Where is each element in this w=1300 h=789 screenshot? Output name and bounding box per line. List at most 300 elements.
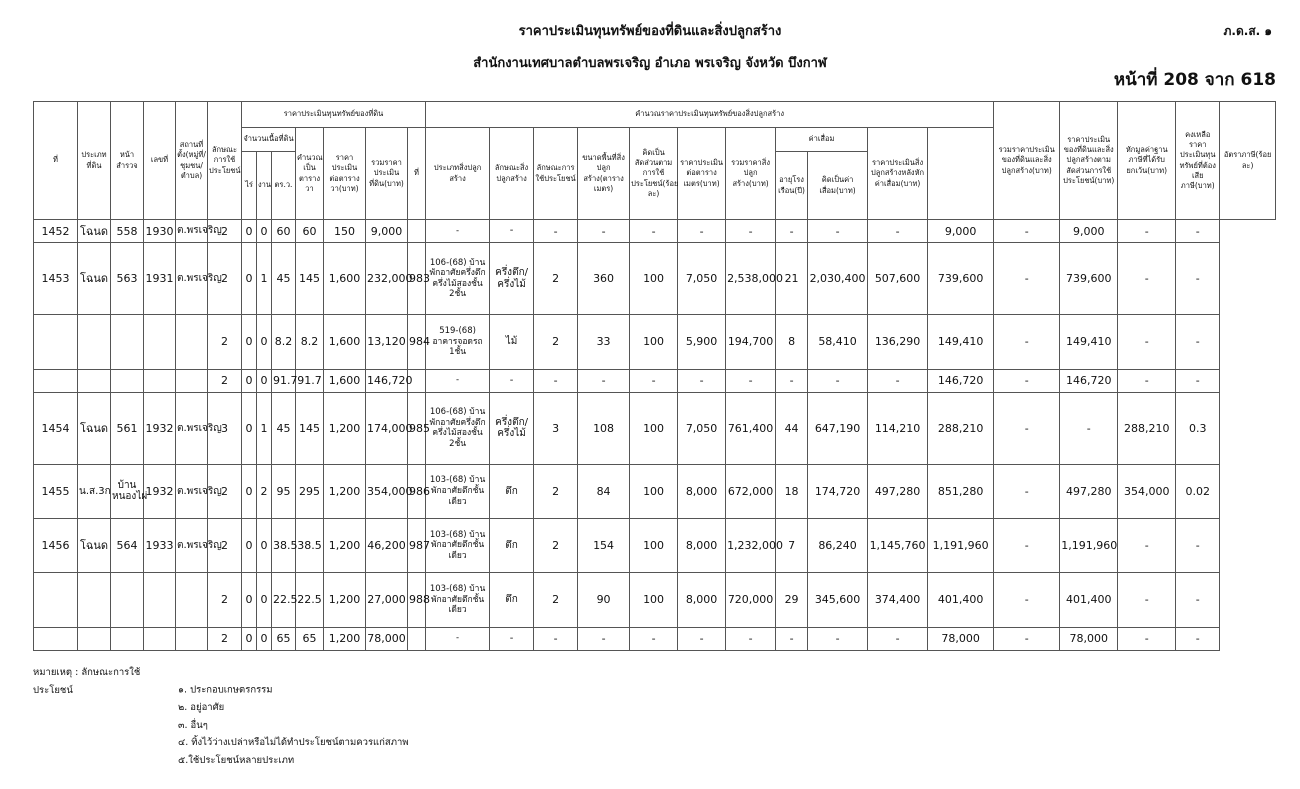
cell-location: ต.พรเจริญ: [176, 243, 208, 315]
cell-sq-wa-total: 8.2: [296, 315, 324, 369]
col-age: อายุโรงเรือน(ปี): [776, 152, 808, 220]
cell-usage-type: 2: [208, 464, 242, 518]
cell-building-type: 103-(68) บ้านพักอาศัยตึกชั้นเดียว: [426, 464, 490, 518]
cell-building-size: -: [578, 220, 630, 243]
cell-building-no: 988: [408, 573, 426, 627]
page-number: หน้าที่ 208 จาก 618: [1113, 70, 1276, 90]
cell-dep-amount: -: [808, 627, 868, 650]
cell-building-usage: -: [534, 627, 578, 650]
cell-building-type: -: [426, 627, 490, 650]
cell-location: [176, 573, 208, 627]
cell-dep-amount: 2,030,400: [808, 243, 868, 315]
cell-age: 29: [776, 573, 808, 627]
cell-taxable: -: [1118, 519, 1176, 573]
cell-proportional: -: [994, 243, 1060, 315]
cell-rai: 0: [242, 315, 257, 369]
col-building-size: ขนาดพื้นที่สิ่งปลูกสร้าง(ตารางเมตร): [578, 128, 630, 220]
cell-building-char: -: [490, 220, 534, 243]
cell-number: [144, 627, 176, 650]
cell-building-type: 106-(68) บ้านพักอาศัยครึ่งตึกครึ่งไม้สองชั้น 2ชั้น: [426, 243, 490, 315]
cell-usage-pct: 100: [630, 315, 678, 369]
cell-building-usage: 2: [534, 315, 578, 369]
cell-survey-page: [111, 369, 144, 392]
col-deduction: หักมูลค่าฐานภาษีที่ได้รับยกเว้น(บาท): [1118, 102, 1176, 220]
cell-usage-pct: 100: [630, 573, 678, 627]
table-row: [34, 464, 1276, 518]
cell-building-no: [408, 627, 426, 650]
col-ngan: งาน: [257, 152, 272, 220]
cell-tax-rate: 0.02: [1176, 464, 1220, 518]
cell-building-total: 761,400: [726, 392, 776, 464]
cell-no: 1454: [34, 392, 78, 464]
cell-price-per-m2: 5,900: [678, 315, 726, 369]
cell-taxable: 288,210: [1118, 392, 1176, 464]
cell-rai: 0: [242, 464, 257, 518]
col-price-per-wa: ราคาประเมินต่อตารางวา(บาท): [324, 128, 366, 220]
col-grand-total: รวมราคาประเมินของที่ดินและสิ่งปลูกสร้าง(บาท): [994, 102, 1060, 220]
cell-age: 8: [776, 315, 808, 369]
cell-tax-rate: -: [1176, 243, 1220, 315]
cell-building-after-dep: -: [868, 627, 928, 650]
note-item: ๒. อยู่อาศัย: [178, 702, 225, 713]
cell-dep-amount: 345,600: [808, 573, 868, 627]
col-dep-amount: คิดเป็นค่าเสื่อม(บาท): [808, 152, 868, 220]
cell-deduction: 739,600: [1060, 243, 1118, 315]
table-row: [34, 573, 1276, 627]
cell-land-total: 174,000: [366, 392, 408, 464]
cell-building-total: 1,232,000: [726, 519, 776, 573]
cell-taxable: -: [1118, 243, 1176, 315]
cell-no: [34, 627, 78, 650]
cell-tax-rate: -: [1176, 220, 1220, 243]
cell-price-per-wa: 1,600: [324, 369, 366, 392]
col-building-group: คำนวณราคาประเมินทุนทรัพย์ของสิ่งปลูกสร้าง: [426, 102, 994, 128]
cell-dep-amount: -: [808, 220, 868, 243]
cell-usage-pct: -: [630, 220, 678, 243]
cell-usage-pct: 100: [630, 243, 678, 315]
col-sq-wa-total: คำนวณเป็นตารางวา: [296, 128, 324, 220]
cell-price-per-m2: -: [678, 627, 726, 650]
cell-ngan: 0: [257, 315, 272, 369]
cell-deduction: 9,000: [1060, 220, 1118, 243]
cell-number: 1931: [144, 243, 176, 315]
cell-price-per-m2: -: [678, 220, 726, 243]
cell-wa: 95: [272, 464, 296, 518]
cell-tax-rate: -: [1176, 627, 1220, 650]
cell-number: [144, 369, 176, 392]
notes-first-line: [33, 664, 409, 699]
col-location: สถานที่ตั้ง(หมู่ที่/ชุมชน/ตำบล): [176, 102, 208, 220]
cell-building-no: 984: [408, 315, 426, 369]
cell-grand-total: 146,720: [928, 369, 994, 392]
cell-wa: 22.5: [272, 573, 296, 627]
cell-proportional: -: [994, 573, 1060, 627]
cell-building-size: 108: [578, 392, 630, 464]
cell-land-total: 27,000: [366, 573, 408, 627]
cell-rai: 0: [242, 243, 257, 315]
cell-sq-wa-total: 145: [296, 243, 324, 315]
cell-grand-total: 9,000: [928, 220, 994, 243]
cell-rai: 0: [242, 519, 257, 573]
cell-usage-type: 2: [208, 519, 242, 573]
col-price-per-m2: ราคาประเมินต่อตารางเมตร(บาท): [678, 128, 726, 220]
cell-usage-type: 2: [208, 243, 242, 315]
cell-ngan: 2: [257, 464, 272, 518]
cell-building-no: 986: [408, 464, 426, 518]
cell-usage-type: 2: [208, 627, 242, 650]
cell-number: 1930: [144, 220, 176, 243]
cell-survey-page: [111, 315, 144, 369]
col-building-after-dep: ราคาประเมินสิ่งปลูกสร้างหลังหักค่าเสื่อม(บาท): [868, 128, 928, 220]
col-rai: ไร่: [242, 152, 257, 220]
cell-deduction: 401,400: [1060, 573, 1118, 627]
cell-doc-type: โฉนด: [78, 243, 111, 315]
cell-building-char: -: [490, 627, 534, 650]
cell-price-per-m2: 7,050: [678, 243, 726, 315]
cell-price-per-wa: 1,600: [324, 243, 366, 315]
col-depreciation-group: ค่าเสื่อม: [776, 128, 868, 152]
cell-price-per-wa: 1,200: [324, 573, 366, 627]
cell-building-total: 2,538,000: [726, 243, 776, 315]
cell-price-per-wa: 1,200: [324, 519, 366, 573]
cell-location: ต.พรเจริญ: [176, 220, 208, 243]
note-item: ๔. ทิ้งไว้ว่างเปล่าหรือไม่ได้ทำประโยชน์ตามควรแก่สภาพ: [178, 737, 409, 748]
cell-tax-rate: 0.3: [1176, 392, 1220, 464]
cell-proportional: -: [994, 315, 1060, 369]
cell-land-total: 13,120: [366, 315, 408, 369]
col-building-usage: ลักษณะการใช้ประโยชน์: [534, 128, 578, 220]
cell-dep-amount: 58,410: [808, 315, 868, 369]
cell-doc-type: โฉนด: [78, 392, 111, 464]
cell-number: [144, 573, 176, 627]
col-doc-type: ประเภทที่ดิน: [78, 102, 111, 220]
cell-building-total: -: [726, 369, 776, 392]
cell-building-type: 103-(68) บ้านพักอาศัยตึกชั้นเดียว: [426, 519, 490, 573]
table-row: [34, 243, 1276, 315]
cell-ngan: 0: [257, 627, 272, 650]
cell-dep-amount: 647,190: [808, 392, 868, 464]
cell-proportional: -: [994, 369, 1060, 392]
cell-land-total: 354,000: [366, 464, 408, 518]
cell-price-per-wa: 1,200: [324, 392, 366, 464]
cell-deduction: -: [1060, 392, 1118, 464]
col-building-total: รวมราคาสิ่งปลูกสร้าง(บาท): [726, 128, 776, 220]
cell-building-type: 106-(68) บ้านพักอาศัยครึ่งตึกครึ่งไม้สองชั้น 2ชั้น: [426, 392, 490, 464]
cell-building-after-dep: 136,290: [868, 315, 928, 369]
col-wa: ตร.ว.: [272, 152, 296, 220]
cell-price-per-m2: -: [678, 369, 726, 392]
cell-price-per-wa: 1,600: [324, 315, 366, 369]
cell-building-char: -: [490, 369, 534, 392]
cell-wa: 38.5: [272, 519, 296, 573]
col-land-group: ราคาประเมินทุนทรัพย์ของที่ดิน: [242, 102, 426, 128]
cell-no: 1456: [34, 519, 78, 573]
cell-building-char: ครึ่งตึก/ครึ่งไม้: [490, 243, 534, 315]
cell-wa: 45: [272, 243, 296, 315]
cell-survey-page: [111, 627, 144, 650]
cell-building-size: 154: [578, 519, 630, 573]
cell-location: ต.พรเจริญ: [176, 392, 208, 464]
cell-doc-type: [78, 369, 111, 392]
cell-location: [176, 315, 208, 369]
cell-price-per-m2: 7,050: [678, 392, 726, 464]
col-number: เลขที่: [144, 102, 176, 220]
col-area-group: จำนวนเนื้อที่ดิน: [242, 128, 296, 152]
cell-deduction: 497,280: [1060, 464, 1118, 518]
cell-grand-total: 78,000: [928, 627, 994, 650]
cell-land-total: 146,720: [366, 369, 408, 392]
cell-taxable: -: [1118, 369, 1176, 392]
cell-usage-pct: 100: [630, 464, 678, 518]
cell-grand-total: 149,410: [928, 315, 994, 369]
cell-land-total: 9,000: [366, 220, 408, 243]
cell-no: 1453: [34, 243, 78, 315]
cell-number: 1933: [144, 519, 176, 573]
cell-proportional: -: [994, 464, 1060, 518]
cell-ngan: 0: [257, 519, 272, 573]
col-land-total: รวมราคาประเมินที่ดิน(บาท): [366, 128, 408, 220]
table-row: [34, 519, 1276, 573]
cell-no: 1455: [34, 464, 78, 518]
cell-deduction: 78,000: [1060, 627, 1118, 650]
cell-land-total: 46,200: [366, 519, 408, 573]
cell-ngan: 0: [257, 220, 272, 243]
cell-no: 1452: [34, 220, 78, 243]
cell-building-after-dep: 1,145,760: [868, 519, 928, 573]
form-code: ภ.ด.ส. ๑: [1223, 24, 1272, 38]
notes-label: หมายเหตุ : ลักษณะการใช้ประโยชน์: [33, 667, 141, 696]
cell-tax-rate: -: [1176, 369, 1220, 392]
cell-location: [176, 627, 208, 650]
col-building-type: ประเภทสิ่งปลูกสร้าง: [426, 128, 490, 220]
cell-proportional: -: [994, 627, 1060, 650]
table-row: [34, 220, 1276, 243]
note-item: ๕.ใช้ประโยชน์หลายประเภท: [178, 754, 295, 766]
cell-usage-pct: 100: [630, 519, 678, 573]
cell-sq-wa-total: 60: [296, 220, 324, 243]
cell-building-usage: 2: [534, 573, 578, 627]
col-usage-pct: คิดเป็นสัดส่วนตามการใช้ประโยชน์(ร้อยละ): [630, 128, 678, 220]
cell-no: [34, 369, 78, 392]
cell-rai: 0: [242, 627, 257, 650]
cell-rai: 0: [242, 220, 257, 243]
cell-sq-wa-total: 22.5: [296, 573, 324, 627]
cell-building-type: -: [426, 369, 490, 392]
cell-no: [34, 573, 78, 627]
cell-doc-type: น.ส.3ก: [78, 464, 111, 518]
cell-doc-type: [78, 627, 111, 650]
cell-sq-wa-total: 91.7: [296, 369, 324, 392]
cell-building-total: 672,000: [726, 464, 776, 518]
cell-number: 1932: [144, 464, 176, 518]
cell-location: ต.พรเจริญ: [176, 464, 208, 518]
col-proportional: ราคาประเมินของที่ดินและสิ่งปลูกสร้างตามสัดส่วนการใช้ประโยชน์(บาท): [1060, 102, 1118, 220]
cell-building-no: 985: [408, 392, 426, 464]
cell-usage-type: 3: [208, 392, 242, 464]
table-row: [34, 315, 1276, 369]
cell-taxable: -: [1118, 573, 1176, 627]
cell-sq-wa-total: 145: [296, 392, 324, 464]
cell-building-size: 360: [578, 243, 630, 315]
cell-building-usage: 2: [534, 243, 578, 315]
cell-tax-rate: -: [1176, 315, 1220, 369]
cell-survey-page: 561: [111, 392, 144, 464]
cell-ngan: 0: [257, 573, 272, 627]
cell-price-per-wa: 1,200: [324, 464, 366, 518]
cell-price-per-wa: 1,200: [324, 627, 366, 650]
cell-wa: 60: [272, 220, 296, 243]
cell-ngan: 1: [257, 392, 272, 464]
cell-grand-total: 288,210: [928, 392, 994, 464]
table-row: [34, 392, 1276, 464]
cell-building-usage: 2: [534, 519, 578, 573]
cell-tax-rate: -: [1176, 573, 1220, 627]
col-usage-type: ลักษณะการใช้ประโยชน์: [208, 102, 242, 220]
cell-wa: 91.7: [272, 369, 296, 392]
cell-deduction: 149,410: [1060, 315, 1118, 369]
cell-age: 21: [776, 243, 808, 315]
cell-age: -: [776, 369, 808, 392]
cell-rai: 0: [242, 369, 257, 392]
cell-usage-pct: 100: [630, 392, 678, 464]
cell-no: [34, 315, 78, 369]
cell-wa: 45: [272, 392, 296, 464]
cell-doc-type: [78, 573, 111, 627]
cell-ngan: 1: [257, 243, 272, 315]
cell-building-type: 519-(68) อาคารจอดรถ 1ชั้น: [426, 315, 490, 369]
cell-building-after-dep: 114,210: [868, 392, 928, 464]
cell-tax-rate: -: [1176, 519, 1220, 573]
cell-building-size: -: [578, 369, 630, 392]
cell-building-char: ไม้: [490, 315, 534, 369]
cell-wa: 65: [272, 627, 296, 650]
note-item: ๓. อื่นๆ: [178, 719, 208, 731]
cell-survey-page: 558: [111, 220, 144, 243]
cell-rai: 0: [242, 573, 257, 627]
cell-usage-pct: -: [630, 627, 678, 650]
cell-taxable: 354,000: [1118, 464, 1176, 518]
cell-doc-type: โฉนด: [78, 519, 111, 573]
cell-location: [176, 369, 208, 392]
cell-number: [144, 315, 176, 369]
cell-usage-type: 2: [208, 220, 242, 243]
cell-price-per-m2: 8,000: [678, 573, 726, 627]
cell-age: 7: [776, 519, 808, 573]
cell-taxable: -: [1118, 315, 1176, 369]
cell-wa: 8.2: [272, 315, 296, 369]
cell-ngan: 0: [257, 369, 272, 392]
cell-building-char: ครึ่งตึก/ครึ่งไม้: [490, 392, 534, 464]
cell-taxable: -: [1118, 627, 1176, 650]
cell-price-per-m2: 8,000: [678, 464, 726, 518]
cell-deduction: 146,720: [1060, 369, 1118, 392]
col-building-no: ที่: [408, 128, 426, 220]
cell-usage-type: 2: [208, 573, 242, 627]
cell-building-total: 194,700: [726, 315, 776, 369]
cell-building-usage: 2: [534, 464, 578, 518]
cell-grand-total: 851,280: [928, 464, 994, 518]
cell-building-usage: -: [534, 220, 578, 243]
cell-land-total: 78,000: [366, 627, 408, 650]
cell-proportional: -: [994, 220, 1060, 243]
note-item: ๑. ประกอบเกษตรกรรม: [178, 684, 273, 696]
cell-building-size: 90: [578, 573, 630, 627]
cell-survey-page: 564: [111, 519, 144, 573]
col-building-char: ลักษณะสิ่งปลูกสร้าง: [490, 128, 534, 220]
cell-doc-type: [78, 315, 111, 369]
cell-dep-amount: 86,240: [808, 519, 868, 573]
table-row: [34, 627, 1276, 650]
cell-building-after-dep: 497,280: [868, 464, 928, 518]
col-no: ที่: [34, 102, 78, 220]
cell-building-no: [408, 220, 426, 243]
office-subtitle: สำนักงานเทศบาลตำบลพรเจริญ อำเภอ พรเจริญ จังหวัด บึงกาฬ: [473, 56, 827, 71]
cell-building-total: -: [726, 220, 776, 243]
cell-building-no: 987: [408, 519, 426, 573]
cell-grand-total: 401,400: [928, 573, 994, 627]
table-row: [34, 369, 1276, 392]
cell-land-total: 232,000: [366, 243, 408, 315]
cell-building-after-dep: -: [868, 220, 928, 243]
cell-grand-total: 739,600: [928, 243, 994, 315]
cell-sq-wa-total: 295: [296, 464, 324, 518]
cell-building-size: 33: [578, 315, 630, 369]
cell-building-after-dep: 507,600: [868, 243, 928, 315]
cell-doc-type: โฉนด: [78, 220, 111, 243]
cell-building-char: ตึก: [490, 519, 534, 573]
assessment-table: [33, 101, 1276, 651]
cell-age: -: [776, 627, 808, 650]
col-taxable: คงเหลือราคาประเมินทุนทรัพย์ที่ต้องเสียภาษี(บาท): [1176, 102, 1220, 220]
cell-grand-total: 1,191,960: [928, 519, 994, 573]
cell-sq-wa-total: 65: [296, 627, 324, 650]
cell-dep-amount: 174,720: [808, 464, 868, 518]
cell-age: -: [776, 220, 808, 243]
cell-price-per-wa: 150: [324, 220, 366, 243]
cell-building-char: ตึก: [490, 573, 534, 627]
cell-dep-amount: -: [808, 369, 868, 392]
cell-usage-type: 2: [208, 315, 242, 369]
cell-survey-page: 563: [111, 243, 144, 315]
cell-age: 44: [776, 392, 808, 464]
cell-building-size: 84: [578, 464, 630, 518]
cell-price-per-m2: 8,000: [678, 519, 726, 573]
cell-taxable: -: [1118, 220, 1176, 243]
cell-proportional: -: [994, 392, 1060, 464]
cell-usage-type: 2: [208, 369, 242, 392]
cell-building-after-dep: -: [868, 369, 928, 392]
cell-survey-page: [111, 573, 144, 627]
cell-sq-wa-total: 38.5: [296, 519, 324, 573]
cell-deduction: 1,191,960: [1060, 519, 1118, 573]
col-survey-page: หน้าสำรวจ: [111, 102, 144, 220]
cell-building-char: ตึก: [490, 464, 534, 518]
cell-building-usage: 3: [534, 392, 578, 464]
cell-number: 1932: [144, 392, 176, 464]
cell-rai: 0: [242, 392, 257, 464]
cell-usage-pct: -: [630, 369, 678, 392]
cell-building-total: 720,000: [726, 573, 776, 627]
cell-proportional: -: [994, 519, 1060, 573]
cell-building-type: -: [426, 220, 490, 243]
cell-building-type: 103-(68) บ้านพักอาศัยตึกชั้นเดียว: [426, 573, 490, 627]
cell-building-after-dep: 374,400: [868, 573, 928, 627]
cell-survey-page: บ้านหนองไผ่: [111, 464, 144, 518]
cell-building-no: 983: [408, 243, 426, 315]
cell-age: 18: [776, 464, 808, 518]
cell-building-size: -: [578, 627, 630, 650]
usage-notes: [33, 664, 409, 769]
